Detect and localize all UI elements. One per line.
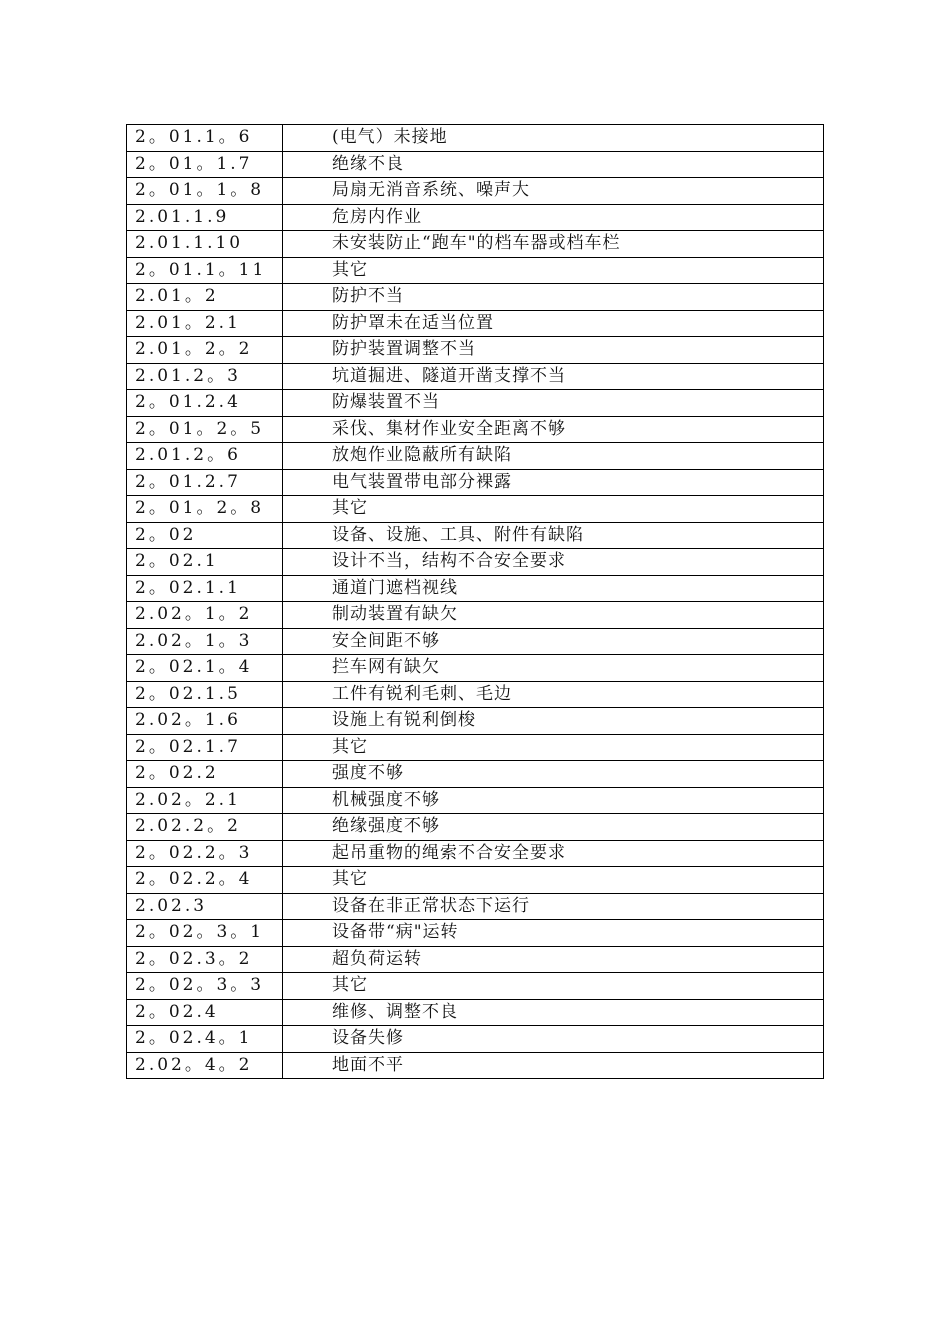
- code-cell: 2。01。1。8: [127, 178, 283, 205]
- description-cell: 绝缘强度不够: [283, 814, 824, 841]
- code-cell: 2。01.2.7: [127, 469, 283, 496]
- table-row: [127, 204, 824, 231]
- table-row: [127, 814, 824, 841]
- description-cell: 强度不够: [283, 761, 824, 788]
- code-cell: 2.01。2: [127, 284, 283, 311]
- table-row: [127, 231, 824, 258]
- description-cell: 超负荷运转: [283, 946, 824, 973]
- table-row: [127, 522, 824, 549]
- table-row: [127, 628, 824, 655]
- description-cell: 通道门遮档视线: [283, 575, 824, 602]
- code-cell: 2.02。1。2: [127, 602, 283, 629]
- code-cell: 2。01。2。8: [127, 496, 283, 523]
- table-row: [127, 310, 824, 337]
- code-cell: 2.02。1.6: [127, 708, 283, 735]
- table-row: [127, 973, 824, 1000]
- description-cell: 其它: [283, 257, 824, 284]
- table-row: [127, 337, 824, 364]
- description-cell: 机械强度不够: [283, 787, 824, 814]
- description-cell: 工件有锐利毛刺、毛边: [283, 681, 824, 708]
- code-cell: 2。01。1.7: [127, 151, 283, 178]
- table-row: [127, 867, 824, 894]
- code-cell: 2。02.2: [127, 761, 283, 788]
- code-cell: 2。02.2。4: [127, 867, 283, 894]
- description-cell: 制动装置有缺欠: [283, 602, 824, 629]
- table-row: [127, 363, 824, 390]
- table-row: [127, 257, 824, 284]
- code-cell: 2.01.2。3: [127, 363, 283, 390]
- description-cell: 其它: [283, 734, 824, 761]
- description-cell: 设备带“病"运转: [283, 920, 824, 947]
- code-cell: 2。02。3。1: [127, 920, 283, 947]
- code-cell: 2。02: [127, 522, 283, 549]
- table-row: [127, 1026, 824, 1053]
- description-cell: 起吊重物的绳索不合安全要求: [283, 840, 824, 867]
- description-cell: 安全间距不够: [283, 628, 824, 655]
- description-cell: 地面不平: [283, 1052, 824, 1079]
- code-cell: 2。02.3。2: [127, 946, 283, 973]
- code-cell: 2.01.2。6: [127, 443, 283, 470]
- description-cell: 防护装置调整不当: [283, 337, 824, 364]
- description-cell: 其它: [283, 867, 824, 894]
- description-cell: (电气）未接地: [283, 125, 824, 152]
- code-cell: 2。02。3。3: [127, 973, 283, 1000]
- code-cell: 2.02。2.1: [127, 787, 283, 814]
- code-cell: 2。01。2。5: [127, 416, 283, 443]
- description-cell: 采伐、集材作业安全距离不够: [283, 416, 824, 443]
- code-cell: 2.02.2。2: [127, 814, 283, 841]
- table-row: [127, 549, 824, 576]
- table-row: [127, 125, 824, 152]
- description-cell: 其它: [283, 496, 824, 523]
- code-cell: 2。01.2.4: [127, 390, 283, 417]
- description-cell: 设施上有锐利倒梭: [283, 708, 824, 735]
- code-cell: 2.02。1。3: [127, 628, 283, 655]
- description-cell: 其它: [283, 973, 824, 1000]
- table-row: [127, 469, 824, 496]
- table-row: [127, 708, 824, 735]
- code-cell: 2.01。2.1: [127, 310, 283, 337]
- code-cell: 2。02.1.1: [127, 575, 283, 602]
- table-row: [127, 840, 824, 867]
- description-cell: 电气装置带电部分裸露: [283, 469, 824, 496]
- description-cell: 防护不当: [283, 284, 824, 311]
- description-cell: 设备失修: [283, 1026, 824, 1053]
- description-cell: 防爆装置不当: [283, 390, 824, 417]
- table-row: [127, 496, 824, 523]
- code-cell: 2。02.2。3: [127, 840, 283, 867]
- code-cell: 2.02.3: [127, 893, 283, 920]
- table-row: [127, 284, 824, 311]
- table-row: [127, 602, 824, 629]
- description-cell: 防护罩未在适当位置: [283, 310, 824, 337]
- table-row: [127, 946, 824, 973]
- description-cell: 维修、调整不良: [283, 999, 824, 1026]
- table-row: [127, 1052, 824, 1079]
- table-row: [127, 151, 824, 178]
- code-cell: 2。02.1。4: [127, 655, 283, 682]
- code-cell: 2。02.1.7: [127, 734, 283, 761]
- description-cell: 未安装防止“跑车"的档车器或档车栏: [283, 231, 824, 258]
- table-row: [127, 920, 824, 947]
- description-cell: 设计不当，结构不合安全要求: [283, 549, 824, 576]
- code-cell: 2.01。2。2: [127, 337, 283, 364]
- code-cell: 2。01.1。11: [127, 257, 283, 284]
- table-row: [127, 575, 824, 602]
- code-cell: 2。02.1.5: [127, 681, 283, 708]
- table-row: [127, 893, 824, 920]
- table-row: [127, 416, 824, 443]
- description-cell: 设备、设施、工具、附件有缺陷: [283, 522, 824, 549]
- code-cell: 2.01.1.10: [127, 231, 283, 258]
- description-cell: 设备在非正常状态下运行: [283, 893, 824, 920]
- description-cell: 拦车网有缺欠: [283, 655, 824, 682]
- table-row: [127, 734, 824, 761]
- code-cell: 2。01.1。6: [127, 125, 283, 152]
- table-row: [127, 655, 824, 682]
- table-row: [127, 681, 824, 708]
- table-row: [127, 178, 824, 205]
- table-row: [127, 761, 824, 788]
- code-cell: 2.01.1.9: [127, 204, 283, 231]
- table-body: [127, 125, 824, 1079]
- description-cell: 坑道掘进、隧道开凿支撑不当: [283, 363, 824, 390]
- description-cell: 危房内作业: [283, 204, 824, 231]
- description-cell: 放炮作业隐蔽所有缺陷: [283, 443, 824, 470]
- code-cell: 2。02.4: [127, 999, 283, 1026]
- table-row: [127, 390, 824, 417]
- code-cell: 2。02.4。1: [127, 1026, 283, 1053]
- table-row: [127, 787, 824, 814]
- table-row: [127, 443, 824, 470]
- code-cell: 2。02.1: [127, 549, 283, 576]
- hazard-code-table: [126, 124, 824, 1079]
- description-cell: 局扇无消音系统、噪声大: [283, 178, 824, 205]
- code-cell: 2.02。4。2: [127, 1052, 283, 1079]
- table-row: [127, 999, 824, 1026]
- description-cell: 绝缘不良: [283, 151, 824, 178]
